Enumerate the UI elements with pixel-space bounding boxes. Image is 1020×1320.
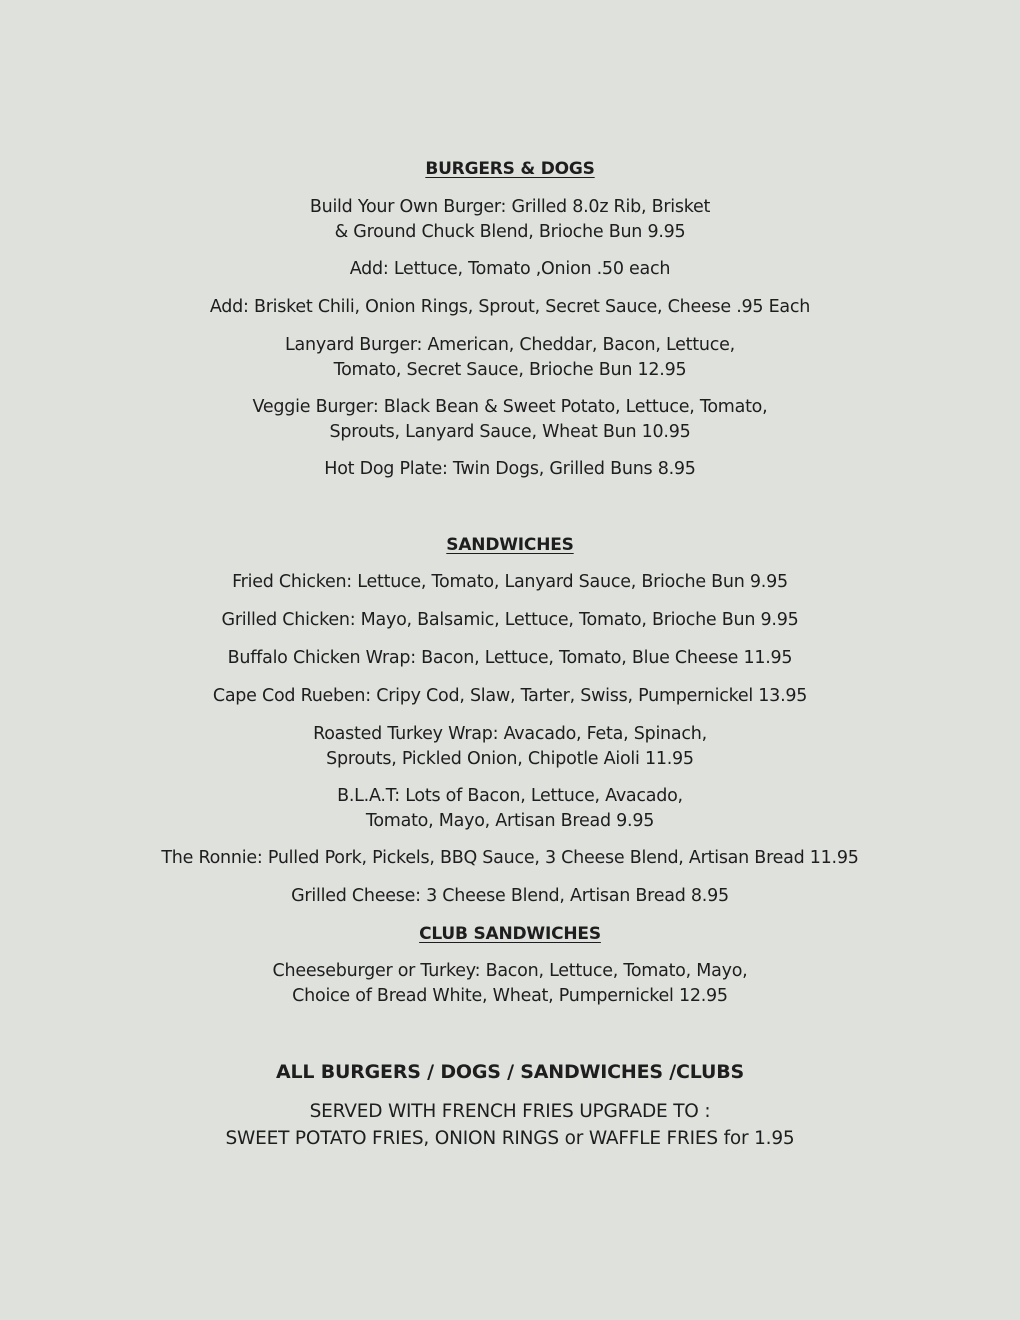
- menu-item-add-extras: Add: Brisket Chili, Onion Rings, Sprout, Secret Sauce, Cheese .95 Each: [209, 297, 811, 317]
- menu-item-grilled-chicken: Grilled Chicken: Mayo, Balsamic, Lettuce, Tomato, Brioche Bun 9.95: [221, 610, 799, 630]
- burgers-section-title: BURGERS & DOGS: [425, 159, 595, 179]
- sides-note-text: SERVED WITH FRENCH FRIES UPGRADE TO : SWEET POTATO FRIES, ONION RINGS or WAFFLE FRIES for 1.95: [225, 1101, 795, 1149]
- menu-item-grilled-cheese: Grilled Cheese: 3 Cheese Blend, Artisan Bread 8.95: [291, 886, 729, 906]
- menu-item-add-toppings: Add: Lettuce, Tomato ,Onion .50 each: [349, 259, 671, 279]
- menu-item-fried-chicken: Fried Chicken: Lettuce, Tomato, Lanyard Sauce, Brioche Bun 9.95: [232, 572, 788, 592]
- menu-item-build-your-own-burger: Build Your Own Burger: Grilled 8.0z Rib, Brisket & Ground Chuck Blend, Brioche Bun 9.95: [309, 197, 711, 242]
- menu-item-the-ronnie: The Ronnie: Pulled Pork, Pickels, BBQ Sauce, 3 Cheese Blend, Artisan Bread 11.95: [161, 848, 859, 868]
- sides-note-title: ALL BURGERS / DOGS / SANDWICHES /CLUBS: [275, 1061, 745, 1083]
- menu-item-veggie-burger: Veggie Burger: Black Bean & Sweet Potato, Lettuce, Tomato, Sprouts, Lanyard Sauce, Wheat Bun 10.95: [252, 397, 768, 442]
- club-sandwiches-section-title: CLUB SANDWICHES: [419, 924, 601, 944]
- menu-item-hot-dog-plate: Hot Dog Plate: Twin Dogs, Grilled Buns 8.95: [324, 459, 696, 479]
- sandwiches-section-title: SANDWICHES: [446, 535, 574, 555]
- menu-item-roasted-turkey-wrap: Roasted Turkey Wrap: Avacado, Feta, Spinach, Sprouts, Pickled Onion, Chipotle Aioli 11.95: [313, 724, 707, 769]
- menu-item-cape-cod-rueben: Cape Cod Rueben: Cripy Cod, Slaw, Tarter, Swiss, Pumpernickel 13.95: [212, 686, 808, 706]
- menu-item-lanyard-burger: Lanyard Burger: American, Cheddar, Bacon, Lettuce, Tomato, Secret Sauce, Brioche Bun 12.95: [285, 335, 735, 380]
- menu-item-cheeseburger-or-turkey-club: Cheeseburger or Turkey: Bacon, Lettuce, Tomato, Mayo, Choice of Bread White, Wheat, Pumpernickel 12.95: [272, 961, 748, 1006]
- menu-item-blat: B.L.A.T: Lots of Bacon, Lettuce, Avacado, Tomato, Mayo, Artisan Bread 9.95: [337, 786, 683, 831]
- menu-item-buffalo-chicken-wrap: Buffalo Chicken Wrap: Bacon, Lettuce, Tomato, Blue Cheese 11.95: [227, 648, 793, 668]
